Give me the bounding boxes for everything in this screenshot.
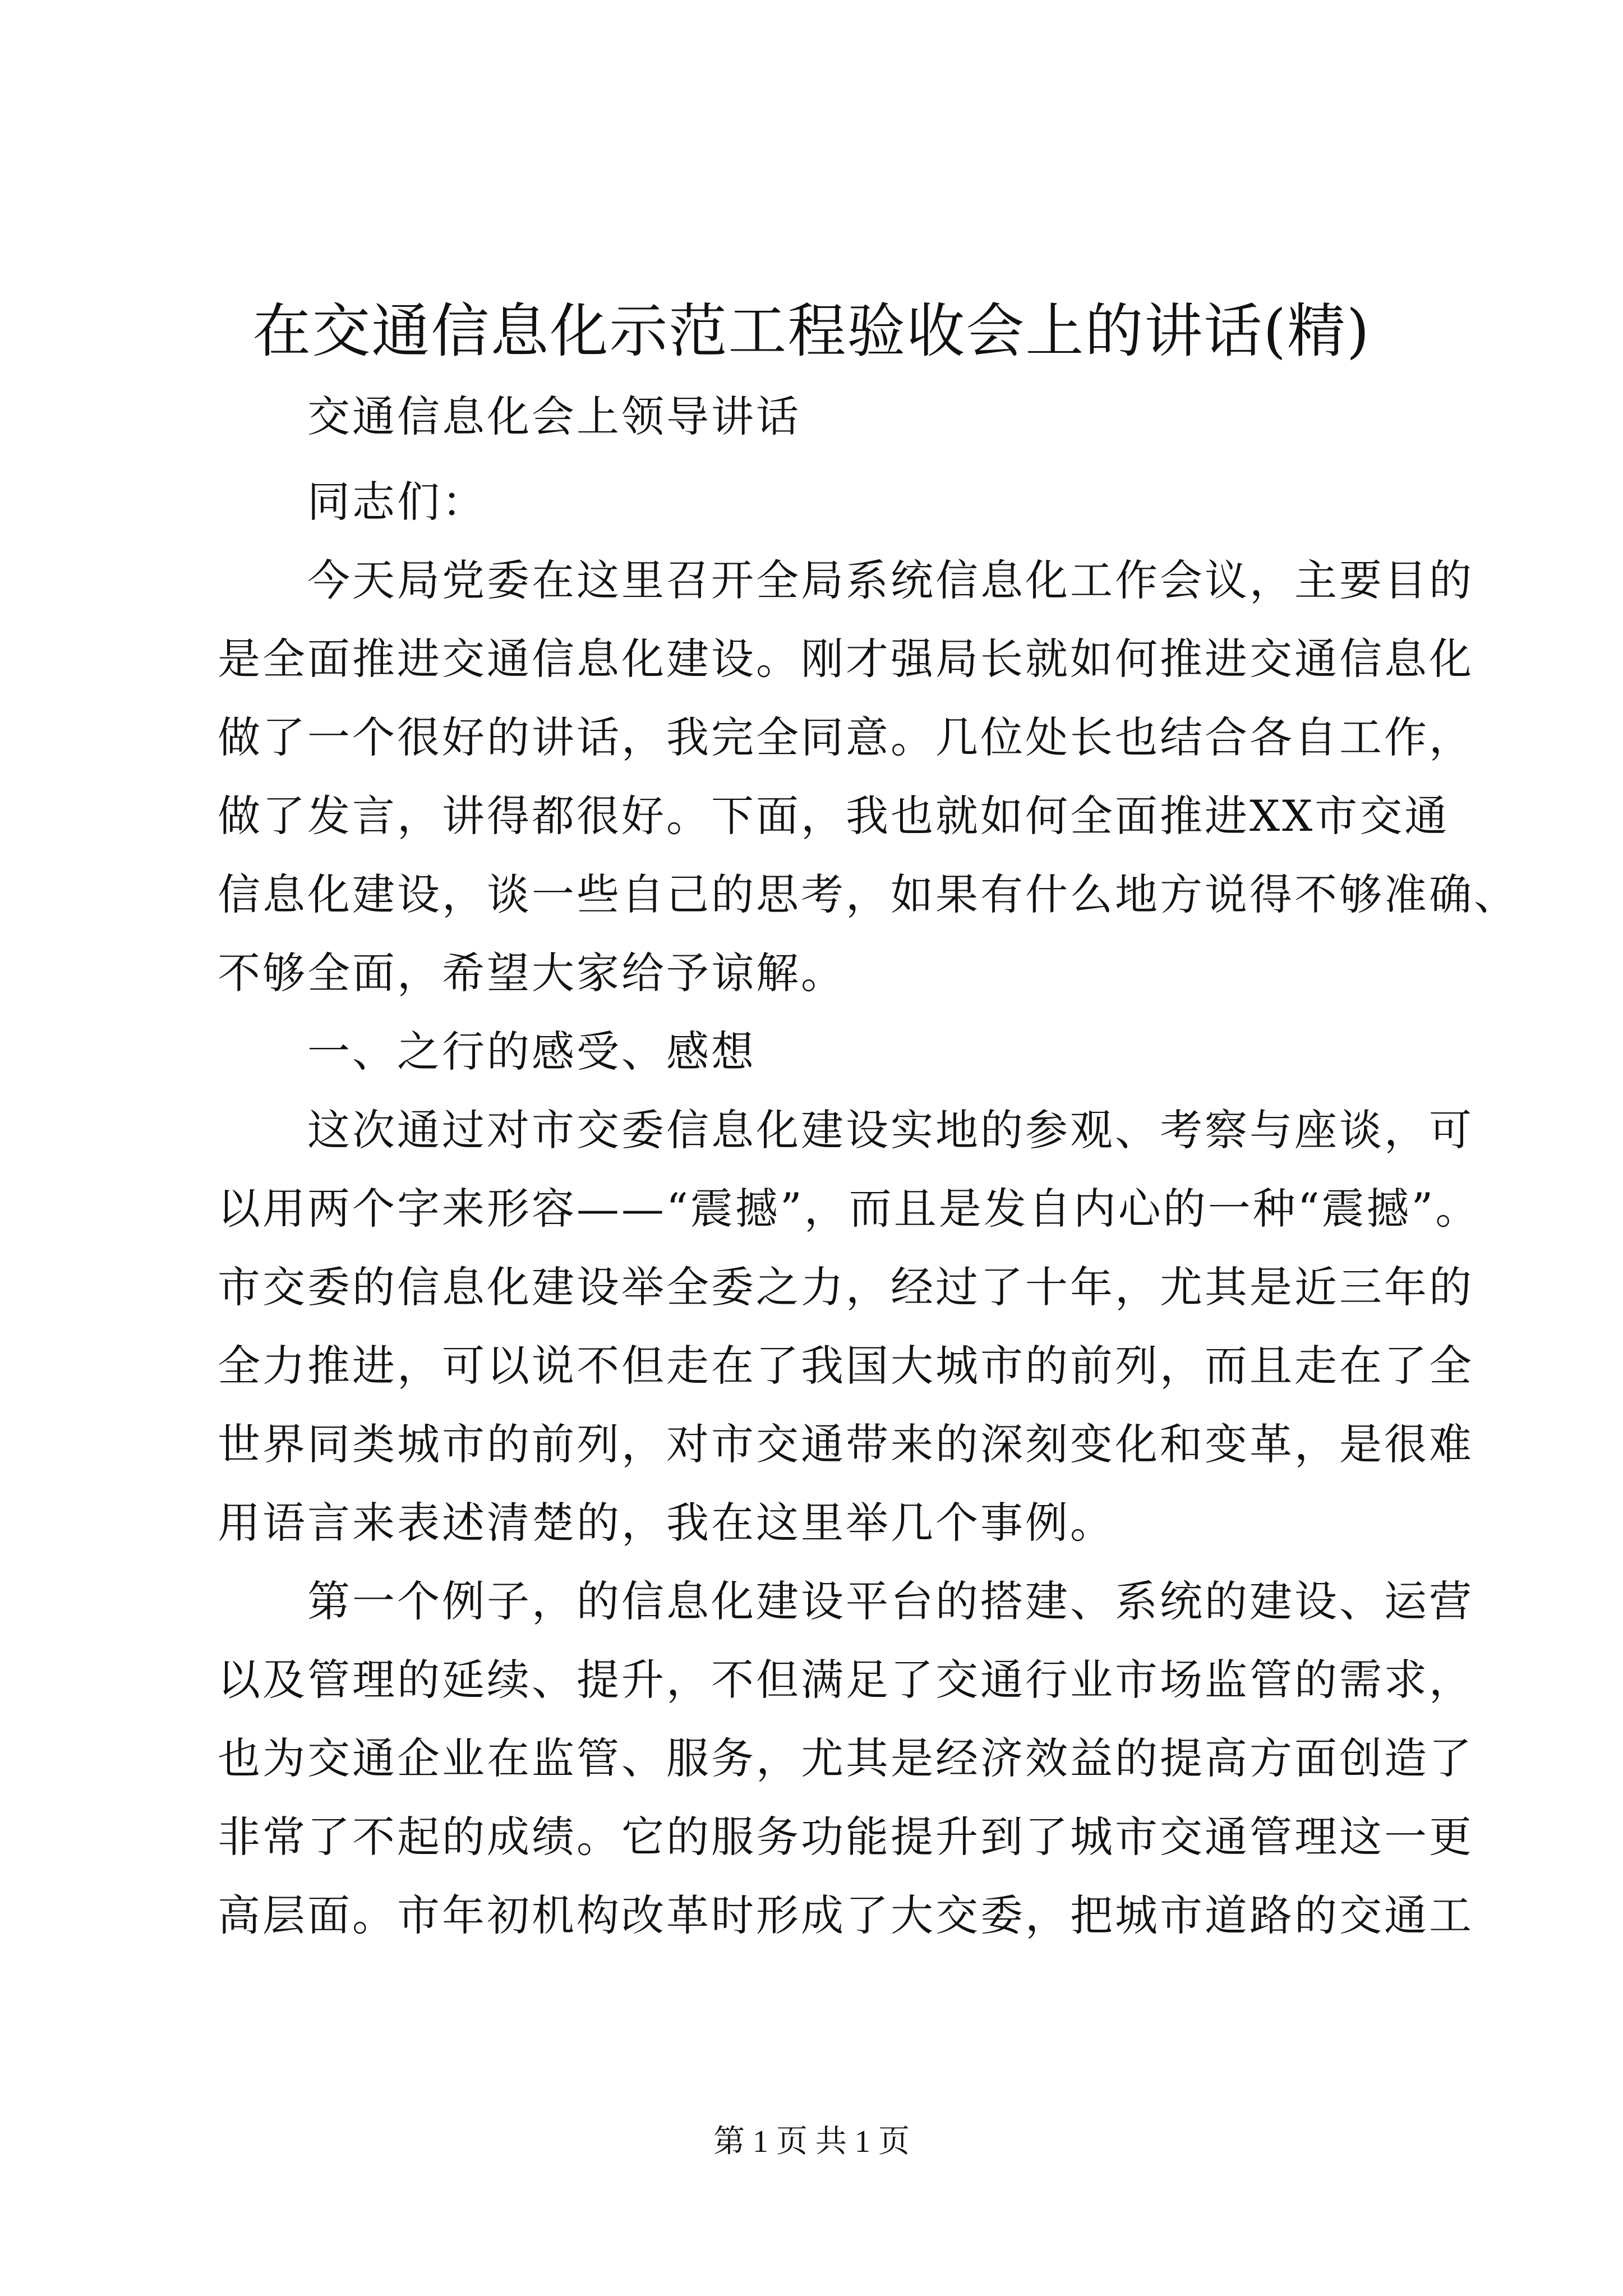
subtitle-line: 交通信息化会上领导讲话 <box>307 392 801 441</box>
page-number-footer: 第 1 页 共 1 页 <box>713 2124 910 2159</box>
paragraph-line: 用语言来表述清楚的，我在这里举几个事例。 <box>218 1498 1115 1548</box>
paragraph-line: 高层面。市年初机构改革时形成了大交委，把城市道路的交通工 <box>218 1890 1474 1940</box>
paragraph-line: 信息化建设，谈一些自己的思考，如果有什么地方说得不够准确、 <box>218 869 1519 919</box>
paragraph-line: 世界同类城市的前列，对市交通带来的深刻变化和变革，是很难 <box>218 1419 1474 1469</box>
paragraph-line: 做了发言，讲得都很好。下面，我也就如何全面推进XX市交通 <box>218 791 1450 841</box>
paragraph-line: 全力推进，可以说不但走在了我国大城市的前列，而且走在了全 <box>218 1341 1474 1391</box>
paragraph-line: 也为交通企业在监管、服务，尤其是经济效益的提高方面创造了 <box>218 1733 1474 1783</box>
paragraph-line: 以及管理的延续、提升，不但满足了交通行业市场监管的需求， <box>218 1655 1474 1705</box>
paragraph-line: 第一个例子，的信息化建设平台的搭建、系统的建设、运营 <box>307 1576 1474 1626</box>
salutation-line: 同志们： <box>307 477 487 527</box>
paragraph-line: 不够全面，希望大家给予谅解。 <box>218 948 846 998</box>
section-heading: 一、之行的感受、感想 <box>307 1027 756 1076</box>
paragraph-line: 非常了不起的成绩。它的服务功能提升到了城市交通管理这一更 <box>218 1812 1474 1862</box>
paragraph-line: 市交委的信息化建设举全委之力，经过了十年，尤其是近三年的 <box>218 1262 1474 1312</box>
paragraph-line: 做了一个很好的讲话，我完全同意。几位处长也结合各自工作， <box>218 712 1474 762</box>
paragraph-line: 今天局党委在这里召开全局系统信息化工作会议，主要目的 <box>307 555 1474 605</box>
paragraph-line: 以用两个字来形容——“震撼”，而且是发自内心的一种“震撼”。 <box>218 1184 1481 1234</box>
paragraph-line: 是全面推进交通信息化建设。刚才强局长就如何推进交通信息化 <box>218 634 1474 684</box>
paragraph-line: 这次通过对市交委信息化建设实地的参观、考察与座谈，可 <box>307 1105 1474 1155</box>
document-title: 在交通信息化示范工程验收会上的讲话(精) <box>252 297 1371 365</box>
